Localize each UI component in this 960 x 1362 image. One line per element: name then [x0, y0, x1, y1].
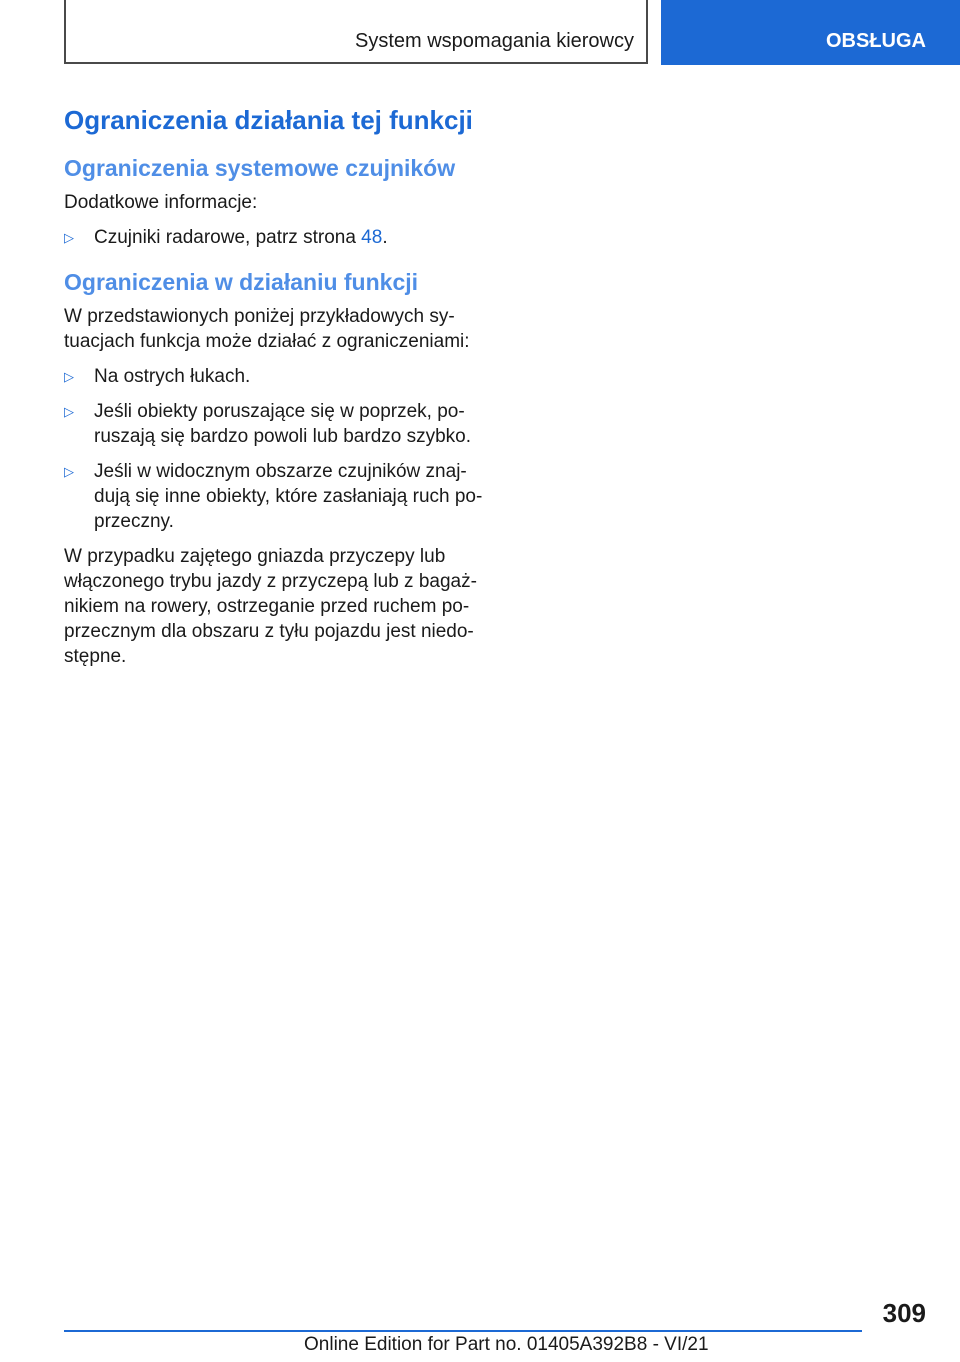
section2-closing: W przypadku zajętego gniazda przyczepy lub włączonego trybu jazdy z przyczepą lub z bagaż-nikiem na rowery, ostrzeganie przed ruchem po-przecznym dla obszaru z tyłu pojazdu jest niedo-stępne. — [64, 546, 477, 667]
page-title: Ograniczenia działania tej funkcji — [64, 105, 473, 135]
list-item-end: . — [382, 227, 388, 248]
list-item — [64, 459, 484, 534]
list-item — [64, 364, 484, 389]
section1-list — [64, 225, 484, 250]
header-section-title: System wspomagania kierowcy — [355, 30, 634, 52]
list-item-text: Czujniki radarowe, patrz strona — [94, 227, 362, 248]
header-section-box — [64, 0, 648, 64]
page-link-48[interactable]: 48 — [361, 227, 383, 248]
triangle-right-icon: ▷ — [64, 369, 74, 384]
footer-edition: Online Edition for Part no. 01405A392B8 - VI/21 — [304, 1334, 709, 1355]
section-heading-sensor-limits: Ograniczenia systemowe czujników — [64, 155, 456, 181]
triangle-right-icon: ▷ — [64, 230, 74, 245]
triangle-right-icon: ▷ — [64, 464, 74, 479]
page-content — [64, 100, 484, 679]
section1-intro: Dodatkowe informacje: — [64, 192, 258, 213]
header-tab-obsluga[interactable]: OBSŁUGA — [661, 0, 960, 65]
list-item-text: Jeśli w widocznym obszarze czujników znaj-dują się inne obiekty, które zasłaniają ruch po-przeczny. — [94, 461, 483, 532]
triangle-right-icon: ▷ — [64, 404, 74, 419]
section2-intro: W przedstawionych poniżej przykładowych sy-tuacjach funkcja może działać z ograniczeniami: — [64, 306, 470, 352]
list-item-text: Jeśli obiekty poruszające się w poprzek, po-ruszają się bardzo powoli lub bardzo szybko. — [94, 401, 472, 447]
list-item-text: Na ostrych łukach. — [94, 366, 251, 387]
list-item — [64, 399, 484, 449]
page-number: 309 — [882, 1298, 926, 1328]
footer-divider — [64, 1330, 862, 1332]
list-item — [64, 225, 484, 250]
section2-list — [64, 364, 484, 534]
section-heading-function-limits: Ograniczenia w działaniu funkcji — [64, 269, 419, 295]
